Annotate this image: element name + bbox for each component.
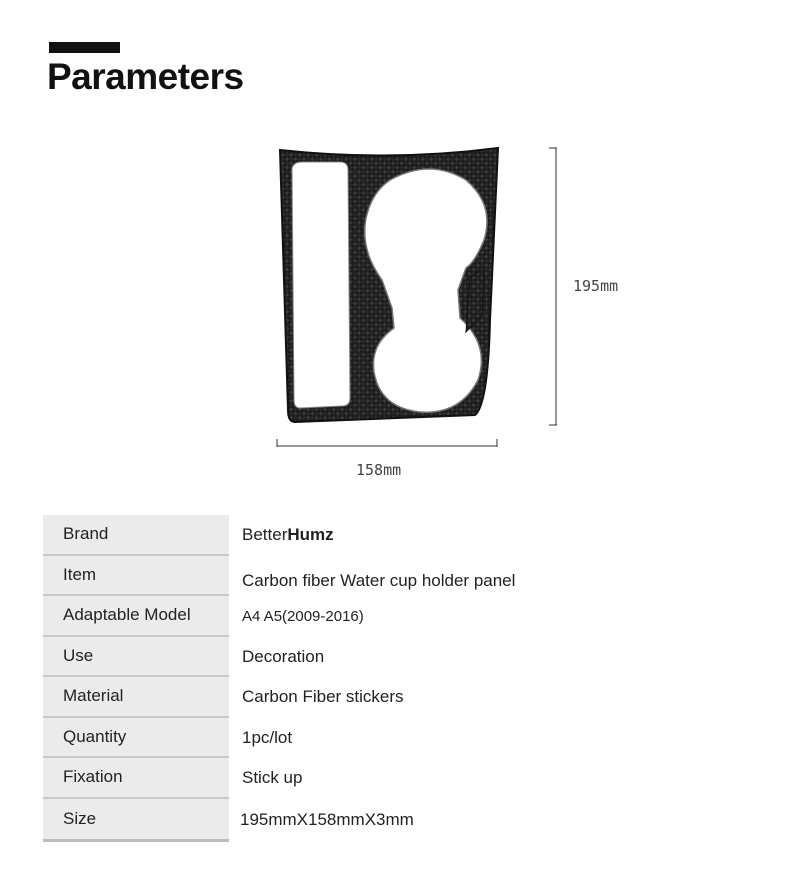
spec-key: Size	[43, 799, 229, 842]
brand-strong: Humz	[287, 525, 334, 545]
spec-key: Use	[43, 637, 229, 678]
spec-value	[229, 515, 643, 556]
spec-value: Carbon fiber Water cup holder panel	[242, 570, 516, 590]
spec-row-fixation	[43, 758, 643, 799]
carbon-panel	[280, 148, 498, 422]
spec-key: Quantity	[43, 718, 229, 759]
spec-value: Carbon Fiber stickers	[242, 687, 404, 707]
spec-row-brand	[43, 515, 643, 556]
spec-value: 195mmX158mmX3mm	[240, 810, 414, 829]
brand-prefix: Better	[242, 525, 288, 545]
spec-row-use	[43, 637, 643, 678]
spec-key: Adaptable Model	[43, 596, 229, 637]
height-dimension-line	[549, 148, 557, 425]
spec-key: Item	[43, 556, 229, 597]
width-dimension-line	[277, 439, 497, 447]
spec-value: Stick up	[242, 768, 303, 788]
spec-key: Material	[43, 677, 229, 718]
width-dimension-label: 158mm	[356, 461, 402, 479]
spec-row-size	[43, 799, 643, 842]
spec-row-quantity	[43, 718, 643, 759]
spec-key: Brand	[43, 515, 229, 556]
spec-row-item	[43, 556, 643, 597]
spec-key: Fixation	[43, 758, 229, 799]
product-image	[270, 140, 640, 490]
parameters-table	[43, 515, 643, 842]
spec-value: A4 A5(2009-2016)	[242, 607, 364, 625]
spec-value: Decoration	[242, 646, 325, 666]
title-accent-bar	[49, 42, 120, 53]
spec-row-model	[43, 596, 643, 637]
height-dimension-label: 195mm	[573, 277, 619, 295]
spec-row-material	[43, 677, 643, 718]
spec-value: 1pc/lot	[242, 727, 293, 747]
page-title: Parameters	[47, 56, 244, 97]
